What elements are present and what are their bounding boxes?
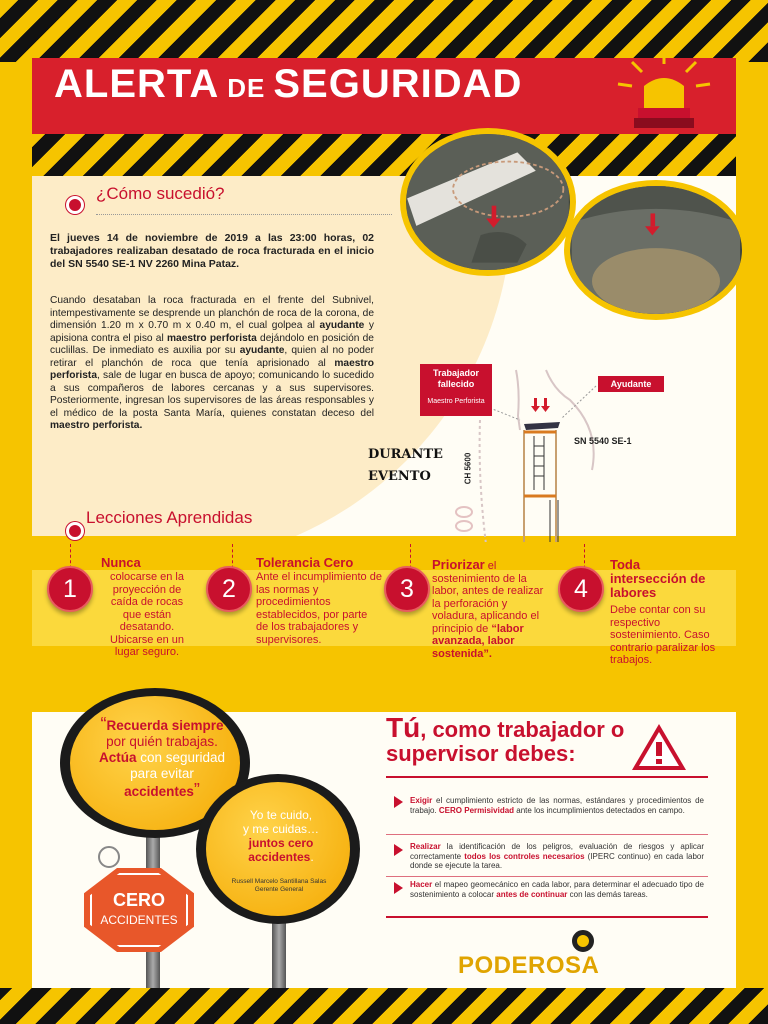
lesson-1-text: colocarse en la proyección de caída de rocas que están desatando. Ubicarse en un lugar seguro.	[110, 571, 184, 658]
signature-name: Russell Marcelo Santillana Salas	[231, 878, 327, 885]
incident-description-segment: Cuando desataban la roca fracturada en el frente del Subnivel, intempestivamente se desprende un planchón de roca de la corona, de dimensión 1.20 m x 0.70 m x 0.40 m, el cual golpea al	[50, 295, 374, 331]
accidentes-text: ACCIDENTES	[100, 913, 178, 927]
lesson-2-number: 2	[206, 566, 252, 612]
title-alerta: ALERTA	[54, 62, 220, 106]
duty-2-tail: (IPERC continuo) en cada labor donde se ejecute la tarea.	[410, 851, 705, 870]
duties-tu: Tú	[386, 712, 421, 743]
incident-description-segment: , sale de lugar en busca de apoyo; comunicando lo sucedido a sus compañeros de labores cercanas y a sus supervisores. Posteriormente, ingresan los supervisores de las áreas responsables y el médico de la posta Santa María, quienes constatan deceso del	[50, 370, 374, 419]
duties-title	[386, 712, 636, 766]
quote-2-b: y me cuidas…	[242, 822, 320, 836]
how-section-title: ¿Cómo sucedió?	[96, 184, 225, 203]
victim-label-text: Trabajador fallecido	[432, 368, 479, 389]
how-section-dot	[66, 196, 84, 214]
victim-sub-text: Maestro Perforista	[427, 398, 485, 405]
how-divider	[96, 214, 392, 215]
poderosa-logo-text: PODEROSA	[458, 952, 600, 979]
title-seguridad: SEGURIDAD	[273, 62, 523, 106]
page-title	[54, 62, 522, 132]
incident-description-segment: y apisiona contra el piso al	[50, 320, 374, 344]
incident-photo-1	[400, 128, 576, 276]
tag-string	[98, 846, 120, 868]
lesson-3-title: Priorizar	[432, 557, 485, 572]
duty-1-text	[410, 796, 704, 815]
helper-label: Ayudante	[598, 376, 664, 392]
lessons-section-dot	[66, 522, 84, 540]
quote-2-a: Yo te cuido,	[249, 808, 313, 822]
duty-2-text	[410, 842, 704, 871]
duty-2-body: la identificación de los peligros, evaluación de riesgos y aplicar correctamente	[410, 842, 704, 861]
duty-3-arrow	[394, 882, 403, 894]
duty-2-arrow	[394, 844, 403, 856]
durante-text: DURANTE	[368, 447, 443, 462]
duty-1-emph: CERO Permisividad	[438, 805, 515, 815]
duty-1-tail: ante los incumplimientos detectados en campo.	[514, 805, 685, 815]
duty-3-verb: Hacer	[410, 880, 433, 889]
lesson-1-title: Nunca	[101, 555, 141, 570]
quote-2-c: juntos cero accidentes	[248, 836, 314, 864]
lesson-3-number: 3	[384, 566, 430, 612]
quote-1-b: por quién trabajas.	[106, 734, 218, 749]
duty-3-tail: con las demás tareas.	[567, 889, 648, 899]
duty-2-emph: todos los controles necesarios	[464, 851, 585, 861]
siren-icon	[614, 46, 714, 136]
evento-text: EVENTO	[368, 469, 431, 484]
quote-1-e: accidentes	[124, 784, 194, 799]
duties-top-rule	[386, 776, 708, 778]
quote-1-text: “Recuerda siempre por quién trabajas. Actúa con seguridad para evitar accidentes”	[98, 714, 226, 800]
duty-2-verb: Realizar	[410, 842, 441, 851]
signature	[216, 878, 342, 894]
quote-1-d: con seguridad para evitar	[130, 750, 226, 781]
incident-description-segment: dejándolo en posición de cuclillas. De inmediato es auxilia por su	[50, 332, 374, 356]
incident-description-segment: maestro perforista.	[50, 420, 143, 431]
quote-2-text	[226, 808, 336, 864]
victim-label	[420, 364, 492, 416]
lesson-4-text: Debe contar con su respectivo sostenimiento. Caso contrario paralizar los trabajos.	[610, 604, 716, 666]
signature-role: Gerente General	[254, 886, 304, 893]
incident-description-segment: maestro perforista	[166, 332, 257, 344]
incident-description-segment: maestro perforista	[50, 357, 374, 381]
lesson-4-number: 4	[558, 566, 604, 612]
duties-bottom-rule	[386, 916, 708, 918]
incident-description-segment: ayudante	[239, 345, 285, 356]
lesson-3-text	[432, 558, 554, 660]
quote-2-d: .	[310, 850, 314, 864]
duties-title-rest: , como trabajador o supervisor debes:	[386, 717, 625, 766]
warning-icon	[630, 722, 688, 772]
bottom-hazard-stripes	[0, 988, 768, 1024]
banner-hazard-stripes	[32, 134, 736, 176]
lesson-3-body: el sostenimiento de la labor, antes de realizar la perforación y voladura, aplicando el principio de	[432, 560, 544, 635]
duty-1-arrow	[394, 796, 403, 808]
title-de: DE	[227, 73, 266, 103]
duty-3-emph: antes de continuar	[496, 889, 568, 899]
sn-label: SN 5540 SE-1	[574, 436, 632, 446]
quote-1-c: Actúa	[98, 750, 137, 765]
lesson-1-number: 1	[47, 566, 93, 612]
lesson-3-principle: “labor avanzada, labor sostenida”.	[432, 622, 524, 660]
poderosa-logo-icon	[572, 930, 594, 952]
duty-divider-1	[386, 834, 708, 835]
cero-text: CERO	[112, 890, 165, 910]
duty-3-text	[410, 880, 704, 899]
incident-photo-2	[564, 180, 748, 320]
incident-description	[50, 295, 374, 433]
lesson-4-title: Toda intersección de labores	[610, 557, 706, 600]
duty-1-body: el cumplimiento estricto de las normas, estándares y procedimientos de trabajo.	[410, 796, 704, 815]
lessons-title: Lecciones Aprendidas	[86, 508, 253, 527]
duty-3-body: el mapeo geomecánico en cada labor, para determinar el adecuado tipo de sostenimiento a colocar	[410, 880, 704, 899]
lesson-2-title: Tolerancia Cero	[256, 555, 354, 570]
duty-1-verb: Exigir	[410, 796, 433, 805]
lesson-2-text: Ante el incumplimiento de las normas y procedimientos establecidos, por parte de los trabajadores y supervisores.	[256, 571, 382, 646]
duty-divider-2	[386, 876, 708, 877]
quote-1-a: Recuerda siempre	[106, 718, 224, 733]
ch-label: CH 5600	[463, 452, 473, 485]
incident-description-segment: , quien al no poder retirar el planchón de roca que tenía aprisionado al	[50, 345, 374, 369]
incident-summary: El jueves 14 de noviembre de 2019 a las 23:00 horas, 02 trabajadores realizaban desatado de roca fracturada en el inicio del SN 5540 SE-1 NV 2260 Mina Pataz.	[50, 232, 374, 270]
incident-description-segment: ayudante	[319, 320, 365, 331]
